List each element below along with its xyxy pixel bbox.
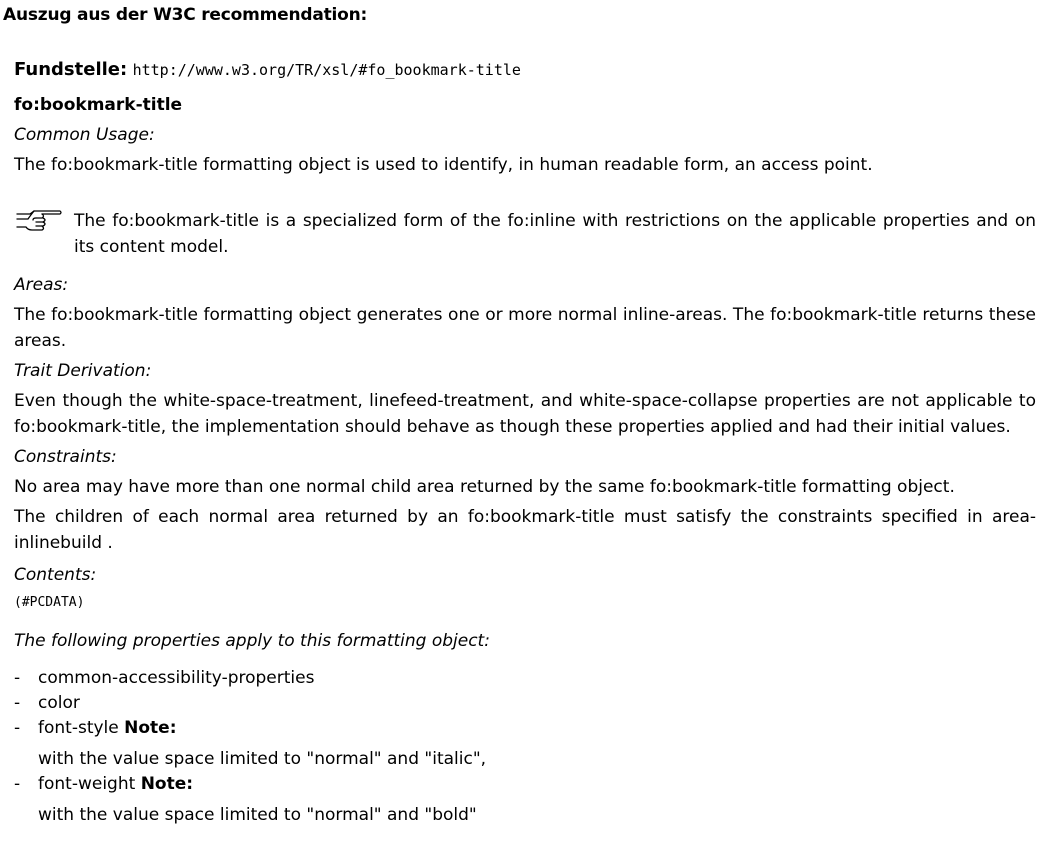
property-name: font-style [38, 718, 119, 738]
trait-derivation-label: Trait Derivation: [14, 361, 152, 381]
constraints-text-1: No area may have more than one normal child area returned by the same fo:bookmark-title formatting object. [14, 477, 955, 497]
property-name: font-weight [38, 774, 136, 794]
property-name: color [38, 693, 80, 713]
source-url[interactable]: http://www.w3.org/TR/xsl/#fo_bookmark-title [132, 61, 521, 79]
note-label: Note: [124, 718, 177, 738]
areas-label: Areas: [14, 275, 69, 295]
properties-list [14, 666, 1036, 828]
trait-derivation-text: Even though the white-space-treatment, linefeed-treatment, and white-space-collapse properties are not applicable to fo:bookmark-title, the implementation should behave as though these properties applied and had their initial values. [14, 391, 1036, 437]
document-heading: Auszug aus der W3C recommendation: [3, 5, 368, 25]
term-title: fo:bookmark-title [14, 95, 183, 115]
list-item [14, 691, 1036, 716]
source-label: Fundstelle: [14, 59, 128, 80]
property-name: common-accessibility-properties [38, 668, 315, 688]
common-usage-text: The fo:bookmark-title formatting object is used to identify, in human readable form, an access point. [14, 155, 873, 175]
property-note: with the value space limited to "normal" and "bold" [38, 805, 477, 825]
list-item [14, 666, 1036, 691]
common-usage-label: Common Usage: [14, 125, 155, 145]
contents-value: (#PCDATA) [14, 595, 85, 610]
list-dash: - [14, 774, 21, 794]
list-dash: - [14, 718, 21, 738]
note-text: The fo:bookmark-title is a specialized form of the fo:inline with restrictions on the applicable properties and on its content model. [74, 211, 1036, 257]
list-item [14, 716, 1036, 741]
list-dash: - [14, 668, 21, 688]
areas-text: The fo:bookmark-title formatting object generates one or more normal inline-areas. The fo:bookmark-title returns these areas. [14, 305, 1036, 351]
constraints-label: Constraints: [14, 447, 117, 467]
list-item [14, 772, 1036, 797]
list-dash: - [14, 693, 21, 713]
property-note: with the value space limited to "normal" and "italic", [38, 749, 487, 769]
pointing-hand-icon [16, 208, 62, 234]
source-reference [14, 57, 1036, 83]
constraints-text-2: The children of each normal area returned by an fo:bookmark-title must satisfy the constraints specified in area-inlinebuild . [14, 507, 1036, 553]
contents-label: Contents: [14, 565, 97, 585]
properties-label: The following properties apply to this formatting object: [14, 631, 490, 651]
note-label: Note: [140, 774, 194, 794]
